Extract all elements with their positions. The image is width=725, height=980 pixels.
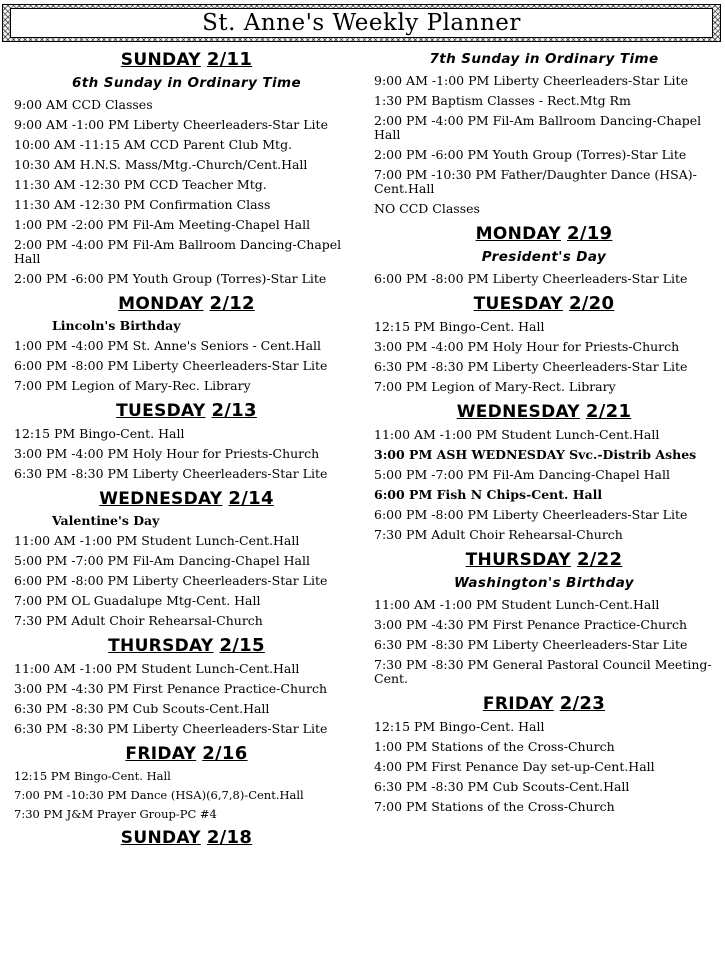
- event-item: 6:00 PM -8:00 PM Liberty Cheerleaders-Star Lite: [14, 358, 328, 373]
- day-header-thursday-2-22: [374, 548, 714, 572]
- holiday-note: Lincoln's Birthday: [52, 318, 181, 333]
- event-list-wednesday-2-14: [14, 534, 359, 628]
- event-item: 3:00 PM -4:30 PM First Penance Practice-Church: [14, 681, 328, 696]
- day-name: WEDNESDAY: [456, 402, 580, 422]
- event-item: 7:00 PM OL Guadalupe Mtg-Cent. Hall: [14, 593, 261, 608]
- day-date: 2/20: [568, 293, 615, 314]
- day-header-tuesday-2-13: [14, 399, 359, 423]
- event-item: 3:00 PM -4:30 PM First Penance Practice-Church: [374, 617, 688, 632]
- day-header-wednesday-2-21: [374, 400, 714, 424]
- event-item: 7:30 PM J&M Prayer Group-PC #4: [14, 807, 217, 821]
- event-item: 7:30 PM Adult Choir Rehearsal-Church: [14, 613, 263, 628]
- event-item-ash-wednesday: 3:00 PM ASH WEDNESDAY Svc.-Distrib Ashes: [374, 447, 697, 462]
- day-date: 2/19: [567, 223, 613, 244]
- right-column: [374, 48, 714, 820]
- day-date: 2/22: [576, 549, 623, 570]
- day-header-monday-2-19: [374, 222, 714, 246]
- day-header-friday-2-16: [14, 742, 359, 766]
- event-item: 12:15 PM Bingo-Cent. Hall: [14, 769, 171, 783]
- event-item: 6:30 PM -8:30 PM Liberty Cheerleaders-Star Lite: [14, 721, 328, 736]
- page-title: St. Anne's Weekly Planner: [202, 10, 521, 36]
- day-date: 2/23: [559, 693, 606, 714]
- event-item: 1:00 PM -2:00 PM Fil-Am Meeting-Chapel Hall: [14, 217, 311, 232]
- occasion-label: Washington's Birthday: [453, 575, 635, 591]
- event-list-tuesday-2-13: [14, 427, 359, 481]
- day-header-tuesday-2-20: [374, 292, 714, 316]
- event-list-thursday-2-15: [14, 662, 359, 736]
- event-item: 2:00 PM -6:00 PM Youth Group (Torres)-Star Lite: [14, 271, 327, 286]
- event-item: 7:00 PM -10:30 PM Dance (HSA)(6,7,8)-Cent.Hall: [14, 788, 304, 802]
- day-name: WEDNESDAY: [99, 489, 223, 509]
- event-item: 7:00 PM -10:30 PM Father/Daughter Dance (HSA)-Cent.Hall: [374, 167, 697, 196]
- day-date: 2/18: [206, 827, 253, 848]
- day-date: 2/11: [206, 49, 253, 70]
- event-item: 2:00 PM -4:00 PM Fil-Am Ballroom Dancing-Chapel Hall: [14, 237, 342, 266]
- event-item: 3:00 PM -4:00 PM Holy Hour for Priests-Church: [14, 446, 320, 461]
- event-item: 11:00 AM -1:00 PM Student Lunch-Cent.Hall: [14, 533, 300, 548]
- event-item: 10:30 AM H.N.S. Mass/Mtg.-Church/Cent.Hall: [14, 157, 308, 172]
- day-name: TUESDAY: [473, 294, 563, 314]
- day-name: MONDAY: [475, 224, 561, 244]
- event-item: 9:00 AM CCD Classes: [14, 97, 153, 112]
- day-header-wednesday-2-14: [14, 487, 359, 511]
- day-header-monday-2-12: [14, 292, 359, 316]
- event-item: 7:00 PM Stations of the Cross-Church: [374, 799, 615, 814]
- event-list-tuesday-2-20: [374, 320, 714, 394]
- day-name: MONDAY: [118, 294, 204, 314]
- event-list-monday-2-19: [374, 272, 714, 286]
- event-item: 6:30 PM -8:30 PM Cub Scouts-Cent.Hall: [374, 779, 630, 794]
- event-item: 5:00 PM -7:00 PM Fil-Am Dancing-Chapel Hall: [374, 467, 671, 482]
- day-name: FRIDAY: [125, 744, 197, 764]
- occasion-label: 7th Sunday in Ordinary Time: [429, 51, 659, 67]
- event-item: 11:30 AM -12:30 PM Confirmation Class: [14, 197, 271, 212]
- day-name: FRIDAY: [482, 694, 554, 714]
- day-header-thursday-2-15: [14, 634, 359, 658]
- event-item: 7:30 PM -8:30 PM General Pastoral Council Meeting-Cent.: [374, 657, 712, 686]
- event-item: 7:30 PM Adult Choir Rehearsal-Church: [374, 527, 623, 542]
- day-name: THURSDAY: [465, 550, 571, 570]
- event-list-sunday-2-11: [14, 98, 359, 286]
- day-header-friday-2-23: [374, 692, 714, 716]
- event-item: 11:30 AM -12:30 PM CCD Teacher Mtg.: [14, 177, 267, 192]
- holiday-note: Valentine's Day: [52, 513, 160, 528]
- left-column: [14, 46, 359, 850]
- day-date: 2/13: [211, 400, 257, 421]
- day-name: SUNDAY: [120, 828, 201, 848]
- event-item: 4:00 PM First Penance Day set-up-Cent.Hall: [374, 759, 655, 774]
- day-date: 2/14: [228, 488, 274, 509]
- event-item: 10:00 AM -11:15 AM CCD Parent Club Mtg.: [14, 137, 293, 152]
- event-item: NO CCD Classes: [374, 201, 480, 216]
- event-item: 1:00 PM -4:00 PM St. Anne's Seniors - Cent.Hall: [14, 338, 322, 353]
- event-list-friday-2-16: [14, 769, 359, 821]
- title-banner: [2, 4, 721, 42]
- event-item: 6:00 PM -8:00 PM Liberty Cheerleaders-Star Lite: [374, 271, 688, 286]
- event-item: 6:30 PM -8:30 PM Liberty Cheerleaders-Star Lite: [374, 359, 688, 374]
- event-item: 6:30 PM -8:30 PM Liberty Cheerleaders-Star Lite: [14, 466, 328, 481]
- title-frame: [10, 8, 713, 38]
- event-item: 6:00 PM -8:00 PM Liberty Cheerleaders-Star Lite: [14, 573, 328, 588]
- day-date: 2/16: [202, 743, 248, 764]
- event-list-friday-2-23: [374, 720, 714, 814]
- day-header-sunday-2-18: [14, 826, 359, 850]
- event-list-sunday-2-18: [374, 74, 714, 216]
- event-item: 12:15 PM Bingo-Cent. Hall: [374, 719, 545, 734]
- day-name: SUNDAY: [120, 50, 201, 70]
- event-item: 11:00 AM -1:00 PM Student Lunch-Cent.Hall: [374, 427, 660, 442]
- event-item: 6:30 PM -8:30 PM Liberty Cheerleaders-Star Lite: [374, 637, 688, 652]
- occasion-label: President's Day: [481, 249, 607, 265]
- event-item: 5:00 PM -7:00 PM Fil-Am Dancing-Chapel Hall: [14, 553, 311, 568]
- day-date: 2/12: [209, 293, 255, 314]
- event-item: 2:00 PM -6:00 PM Youth Group (Torres)-Star Lite: [374, 147, 687, 162]
- event-item: 9:00 AM -1:00 PM Liberty Cheerleaders-Star Lite: [14, 117, 328, 132]
- event-item: 11:00 AM -1:00 PM Student Lunch-Cent.Hall: [374, 597, 660, 612]
- day-date: 2/15: [219, 635, 265, 656]
- day-name: THURSDAY: [108, 636, 214, 656]
- occasion-label: 6th Sunday in Ordinary Time: [71, 75, 302, 91]
- event-item: 6:00 PM -8:00 PM Liberty Cheerleaders-Star Lite: [374, 507, 688, 522]
- event-item: 6:30 PM -8:30 PM Cub Scouts-Cent.Hall: [14, 701, 270, 716]
- event-item: 9:00 AM -1:00 PM Liberty Cheerleaders-Star Lite: [374, 73, 688, 88]
- day-header-sunday-2-11: [14, 48, 359, 72]
- event-item: 12:15 PM Bingo-Cent. Hall: [374, 319, 545, 334]
- event-item: 12:15 PM Bingo-Cent. Hall: [14, 426, 185, 441]
- event-item: 11:00 AM -1:00 PM Student Lunch-Cent.Hall: [14, 661, 300, 676]
- day-name: TUESDAY: [116, 401, 206, 421]
- event-list-thursday-2-22: [374, 598, 714, 686]
- event-item: 7:00 PM Legion of Mary-Rec. Library: [14, 378, 251, 393]
- event-item: 1:30 PM Baptism Classes - Rect.Mtg Rm: [374, 93, 631, 108]
- day-date: 2/21: [585, 401, 632, 422]
- event-list-wednesday-2-21: [374, 428, 714, 542]
- event-item: 2:00 PM -4:00 PM Fil-Am Ballroom Dancing-Chapel Hall: [374, 113, 702, 142]
- event-item: 1:00 PM Stations of the Cross-Church: [374, 739, 615, 754]
- event-item-fish-n-chips: 6:00 PM Fish N Chips-Cent. Hall: [374, 487, 603, 502]
- event-item: 3:00 PM -4:00 PM Holy Hour for Priests-Church: [374, 339, 680, 354]
- event-list-monday-2-12: [14, 339, 359, 393]
- event-item: 7:00 PM Legion of Mary-Rect. Library: [374, 379, 616, 394]
